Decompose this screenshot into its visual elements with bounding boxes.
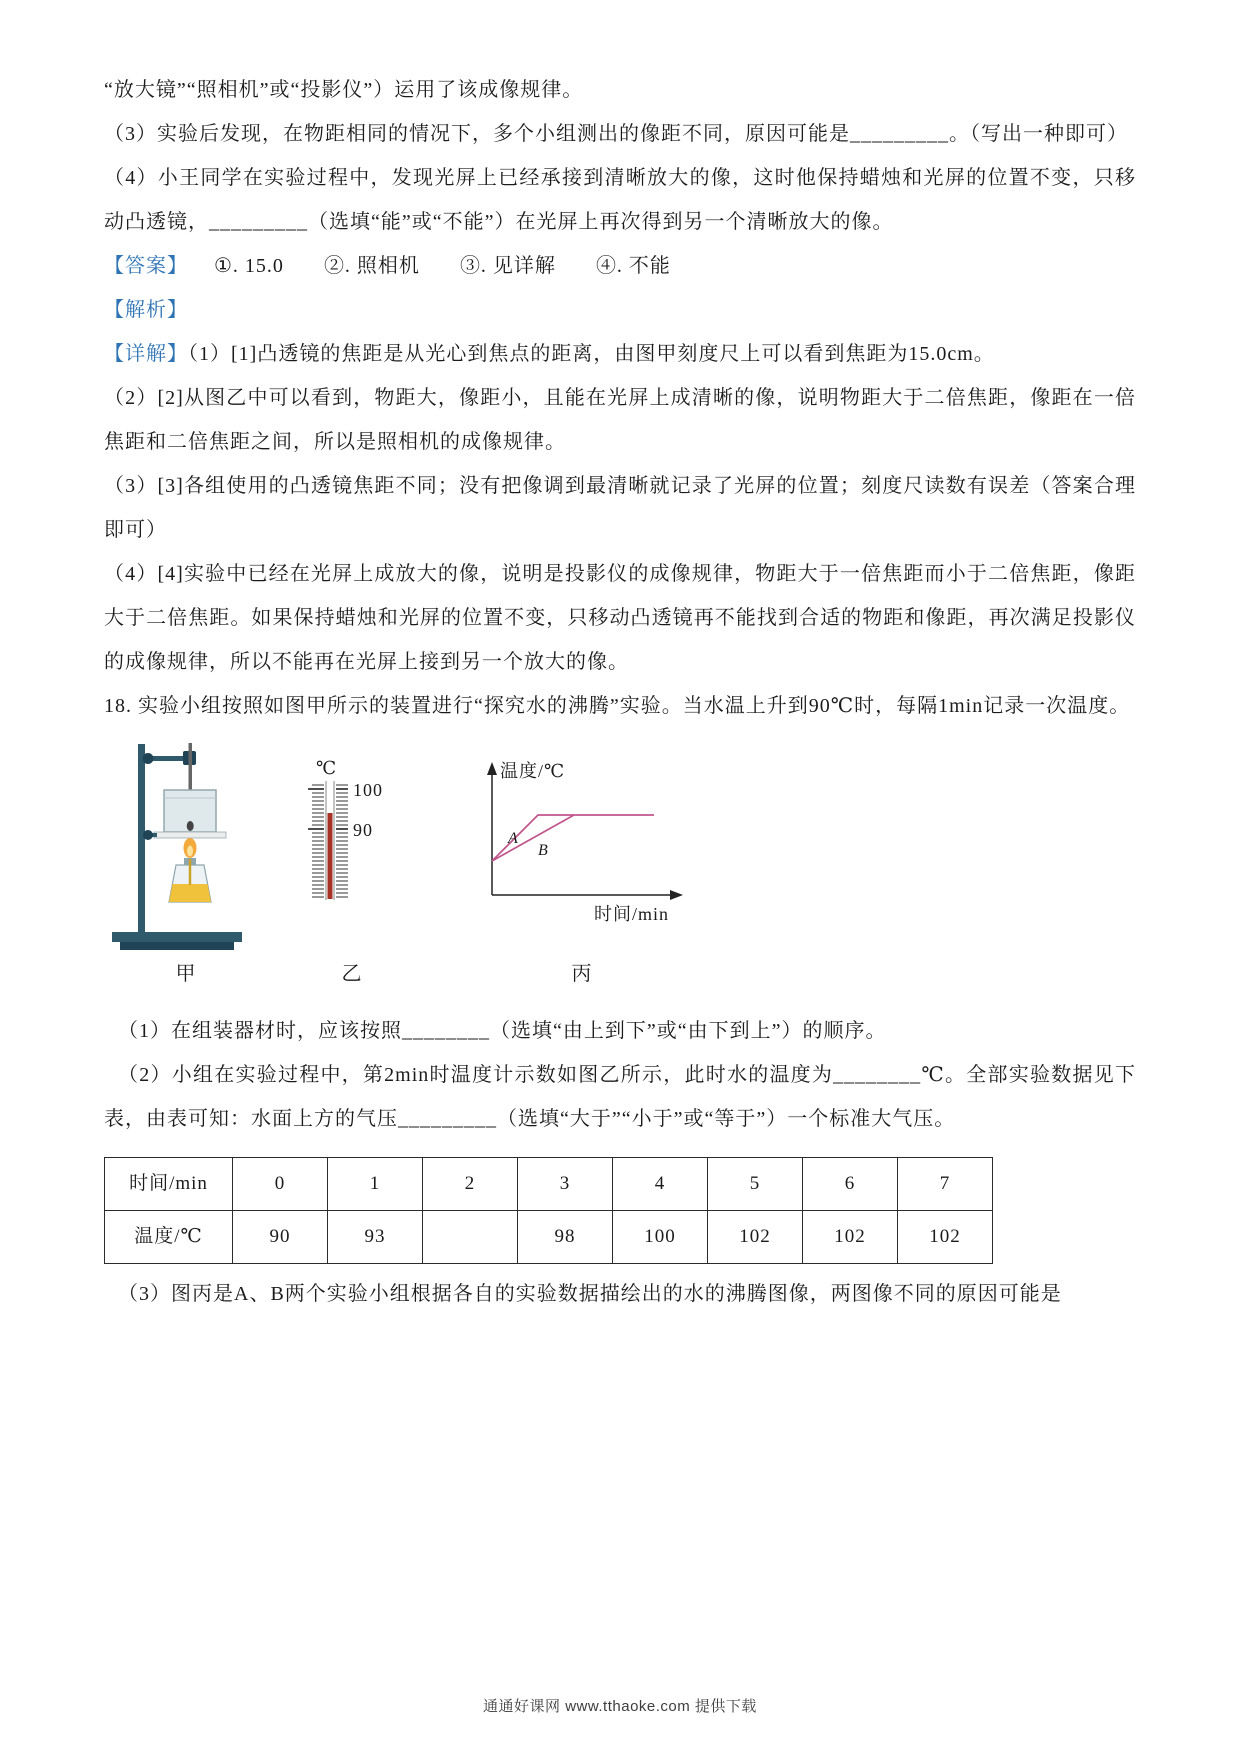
- answer-item-2: ②. 照相机: [323, 255, 420, 277]
- caption-yi: 乙: [341, 963, 363, 985]
- detail-paragraph-4: （4）[4]实验中已经在光屏上成放大的像，说明是投影仪的成像规律，物距大于一倍焦距而小于二倍焦距，像距大于二倍焦距。如果保持蜡烛和光屏的位置不变，只移动凸透镜再不能找到合适的物距和像距，再次满足投影仪的成像规律，所以不能再在光屏上接到另一个放大的像。: [104, 563, 1136, 673]
- answer-item-3: ③. 见详解: [459, 255, 556, 277]
- question-3-text: （3）实验后发现，在物距相同的情况下，多个小组测出的像距不同，原因可能是_________。（写出一种即可）: [104, 123, 1128, 145]
- graph-y-axis-label: 温度/℃: [500, 761, 566, 781]
- boiling-graph-drawing: [466, 757, 698, 925]
- table-cell: 6: [803, 1158, 898, 1211]
- table-row-temperature: [105, 1211, 993, 1264]
- figure-apparatus: [106, 740, 266, 987]
- table-cell: 5: [708, 1158, 803, 1211]
- table-cell: 4: [613, 1158, 708, 1211]
- table-cell: 1: [328, 1158, 423, 1211]
- graph-x-axis-label: 时间/min: [594, 904, 670, 924]
- continued-text: “放大镜”“照相机”或“投影仪”）运用了该成像规律。: [104, 79, 584, 101]
- table-row-time: [105, 1158, 993, 1211]
- question-18-stem: 18. 实验小组按照如图甲所示的装置进行“探究水的沸腾”实验。当水温上升到90℃时，每隔1min记录一次温度。: [104, 695, 1131, 717]
- table-cell: 3: [518, 1158, 613, 1211]
- graph-series-a-label: A: [508, 830, 519, 847]
- detail-paragraph-3: （3）[3]各组使用的凸透镜焦距不同；没有把像调到最清晰就记录了光屏的位置；刻度尺读数有误差（答案合理即可）: [104, 475, 1136, 541]
- table-cell: 102: [803, 1211, 898, 1264]
- table-cell-blank: [423, 1211, 518, 1264]
- table-cell: 98: [518, 1211, 613, 1264]
- answer-item-4: ④. 不能: [595, 255, 671, 277]
- question-4-text: （4）小王同学在实验过程中，发现光屏上已经承接到清晰放大的像，这时他保持蜡烛和光屏的位置不变，只移动凸透镜，_________（选填“能”或“不能”）在光屏上再次得到另一个清晰放大的像。: [104, 167, 1136, 233]
- thermometer-tick-90: 90: [353, 820, 373, 840]
- detail-paragraph-1: [104, 332, 1136, 376]
- table-cell: 2: [423, 1158, 518, 1211]
- table-cell: 100: [613, 1211, 708, 1264]
- detail-text-1: （1）[1]凸透镜的焦距是从光心到焦点的距离，由图甲刻度尺上可以看到焦距为15.0cm。: [188, 343, 995, 365]
- graph-series-b-label: B: [538, 842, 549, 859]
- analysis-line: [104, 288, 1136, 332]
- table-cell: 102: [898, 1211, 993, 1264]
- table-cell: 102: [708, 1211, 803, 1264]
- table-cell: 7: [898, 1158, 993, 1211]
- figure-boiling-graph: [466, 757, 698, 987]
- figure-question-18: [106, 740, 1136, 987]
- table-header-temperature: 温度/℃: [105, 1211, 233, 1264]
- boiling-apparatus-drawing: [106, 740, 266, 955]
- sub-question-2: （2）小组在实验过程中，第2min时温度计示数如图乙所示，此时水的温度为________℃。全部实验数据见下表，由表可知：水面上方的气压_________（选填“大于”“小于”或“等于”）一个标准大气压。: [104, 1064, 1136, 1130]
- caption-jia: 甲: [175, 963, 197, 985]
- table-cell: 0: [233, 1158, 328, 1211]
- answer-item-1: ①. 15.0: [214, 255, 284, 277]
- table-cell: 93: [328, 1211, 423, 1264]
- thermometer-drawing: [296, 759, 408, 909]
- table-cell: 90: [233, 1211, 328, 1264]
- figure-thermometer: [296, 759, 408, 987]
- thermometer-tick-100: 100: [353, 780, 383, 800]
- detail-paragraph-2: （2）[2]从图乙中可以看到，物距大，像距小，且能在光屏上成清晰的像，说明物距大于二倍焦距，像距在一倍焦距和二倍焦距之间，所以是照相机的成像规律。: [104, 387, 1136, 453]
- caption-bing: 丙: [571, 963, 593, 985]
- sub-question-1: （1）在组装器材时，应该按照________（选填“由上到下”或“由下到上”）的顺序。: [118, 1020, 887, 1042]
- table-header-time: 时间/min: [105, 1158, 233, 1211]
- analysis-label: 【解析】: [104, 299, 188, 321]
- thermometer-unit-label: ℃: [316, 759, 338, 778]
- experiment-data-table: [104, 1157, 993, 1264]
- detail-label: 【详解】: [104, 343, 188, 365]
- sub-question-3: （3）图丙是A、B两个实验小组根据各自的实验数据描绘出的水的沸腾图像，两图像不同的原因可能是: [118, 1283, 1062, 1305]
- page-footer: 通通好课网 www.tthaoke.com 提供下载: [483, 1698, 757, 1715]
- answer-label: 【答案】: [104, 255, 188, 277]
- answer-line: [104, 244, 1136, 288]
